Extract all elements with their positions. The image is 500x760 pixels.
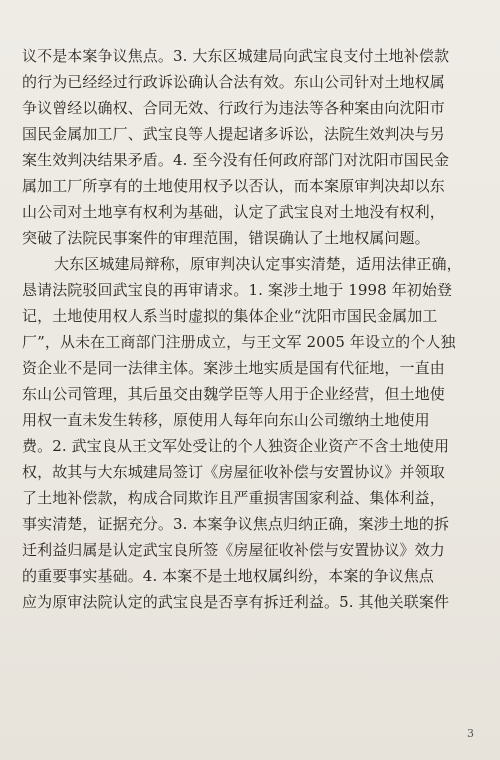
text-line: 国民金属加工厂、武宝良等人提起诸多诉讼，法院生效判决与另 [22,125,445,143]
text-line: 的重要事实基础。4. 本案不是土地权属纠纷，本案的争议焦点 [22,567,434,585]
text-line: 恳请法院驳回武宝良的再审请求。1. 案涉土地于 1998 年初始登 [22,281,453,299]
text-line: 议不是本案争议焦点。3. 大东区城建局向武宝良支付土地补偿款 [22,47,450,65]
text-line: 资企业不是同一法律主体。案涉土地实质是国有代征地，一直由 [22,359,445,377]
paragraph-start-line: 大东区城建局辩称，原审判决认定事实清楚，适用法律正确， [54,255,462,273]
text-line: 了土地补偿款，构成合同欺诈且严重损害国家利益、集体利益， [22,489,445,507]
text-line: 费。2. 武宝良从王文军处受让的个人独资企业资产不含土地使用 [22,437,450,455]
text-line: 东山公司管理，其后虽交由魏学臣等人用于企业经营，但土地使 [22,385,445,403]
text-line: 案生效判决结果矛盾。4. 至今没有任何政府部门对沈阳市国民金 [22,151,450,169]
text-line: 山公司对土地享有权利为基础，认定了武宝良对土地没有权利， [22,203,445,221]
text-line: 记，土地使用权人系当时虚拟的集体企业“沈阳市国民金属加工 [22,307,438,325]
document-body [22,43,478,615]
text-line: 争议曾经以确权、合同无效、行政行为违法等各种案由向沈阳市 [22,99,445,117]
text-line: 事实清楚，证据充分。3. 本案争议焦点归纳正确，案涉土地的拆 [22,515,450,533]
text-line: 的行为已经经过行政诉讼确认合法有效。东山公司针对土地权属 [22,73,445,91]
text-line: 突破了法院民事案件的审理范围，错误确认了土地权属问题。 [22,229,430,247]
text-line: 属加工厂所享有的土地使用权予以否认，而本案原审判决却以东 [22,177,445,195]
text-line: 用权一直未发生转移，原使用人每年向东山公司缴纳土地使用 [22,411,430,429]
text-line: 应为原审法院认定的武宝良是否享有拆迁利益。5. 其他关联案件 [22,593,450,611]
text-line: 权，故其与大东城建局签订《房屋征收补偿与安置协议》并领取 [22,463,445,481]
text-line: 厂”，从未在工商部门注册成立，与王文军 2005 年设立的个人独 [22,333,456,351]
text-line: 迁利益归属是认定武宝良所签《房屋征收补偿与安置协议》效力 [22,541,445,559]
page-number: 3 [467,727,474,740]
